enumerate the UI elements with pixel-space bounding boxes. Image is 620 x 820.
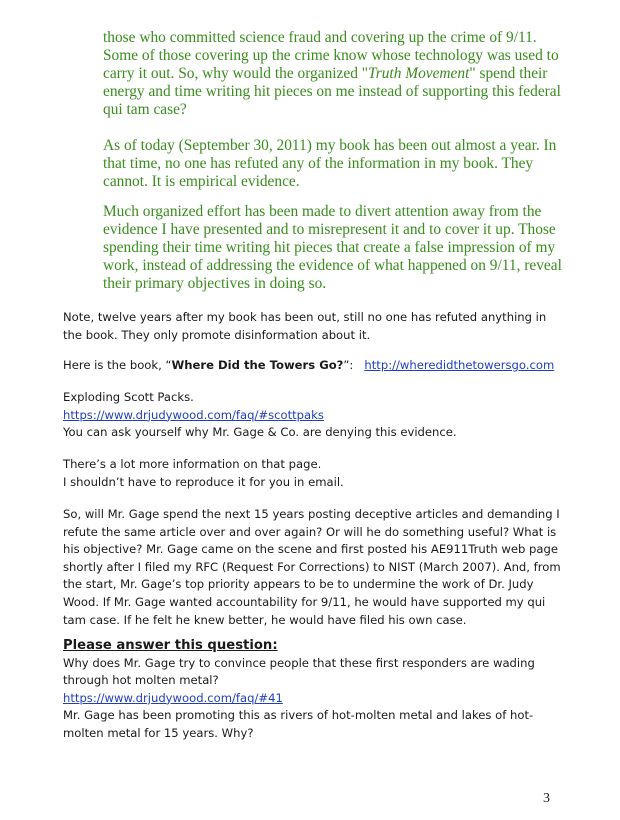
question-followup: Mr. Gage has been promoting this as rivers of hot-molten metal and lakes of hot-molten metal for 15 years. Why? [63, 708, 534, 740]
scott-title: Exploding Scott Packs. [63, 390, 194, 404]
book-link[interactable]: http://wheredidthetowersgo.com [364, 358, 555, 372]
quote-paragraph-3: Much organized effort has been made to divert attention away from the evidence I have presented and to misrepresent it and to cover it up. Those spending their time writing hit pieces that create a false impression of my work, instead of addressing the evidence of what happened on 9/11, reveal their primary objectives in doing so. [103, 203, 562, 292]
question-heading: Please answer this question: [63, 638, 278, 653]
scott-link[interactable]: https://www.drjudywood.com/faq/#scottpaks [63, 407, 324, 422]
quote-paragraph-1: those who committed science fraud and covering up the crime of 9/11. Some of those covering up the crime know whose technology was used to carry it out. So, why would the organized "Truth Movement" spend their energy and time writing hit pieces on me instead of supporting this federal qui tam case? [103, 29, 561, 118]
gage-block [63, 506, 563, 629]
page-number: 3 [543, 791, 550, 806]
question-block [63, 637, 563, 743]
gage-paragraph: So, will Mr. Gage spend the next 15 years posting deceptive articles and demanding I refute the same article over and over again? Or will he do something useful? What is his objective? Mr. Gage came on the scene and first posted his AE911Truth web page shortly after I filed my RFC (Request For Corrections) to NIST (March 2007). And, from the start, Mr. Gage’s top priority appears to be to undermine the work of Dr. Judy Wood. If Mr. Gage wanted accountability for 9/11, he would have supported my qui tam case. If he felt he knew better, he would have filed his own case. [63, 507, 561, 627]
book-title: Where Did the Towers Go? [171, 358, 344, 372]
book-line: Here is the book, “Where Did the Towers Go?”: http://wheredidthetowersgo.com [63, 358, 555, 372]
more-line-2: I shouldn’t have to reproduce it for you in email. [63, 474, 344, 489]
quote-block-3 [103, 203, 573, 293]
quote-paragraph-2: As of today (September 30, 2011) my book has been out almost a year. In that time, no one has refuted any of the information in my book. They cannot. It is empirical evidence. [103, 137, 557, 190]
quote-block-2 [103, 137, 573, 191]
question-link[interactable]: https://www.drjudywood.com/faq/#41 [63, 690, 283, 705]
question-text: Why does Mr. Gage try to convince people that these first responders are wading through hot molten metal? [63, 655, 535, 688]
scott-block [63, 389, 563, 442]
scott-text: You can ask yourself why Mr. Gage & Co. are denying this evidence. [63, 425, 457, 440]
note-paragraph: Note, twelve years after my book has been out, still no one has refuted anything in the book. They only promote disinformation about it. [63, 310, 547, 342]
more-line-1: There’s a lot more information on that page. [63, 457, 322, 471]
note-block [63, 309, 563, 344]
more-block [63, 456, 563, 491]
truth-movement-italic: Truth Movement [368, 65, 470, 82]
quote-block [103, 29, 573, 119]
